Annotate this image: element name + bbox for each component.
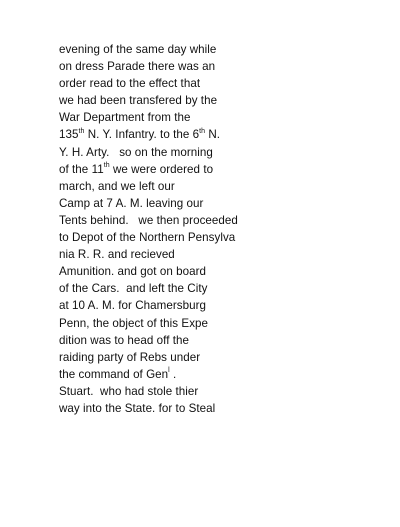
text-segment: raiding party of Rebs under	[59, 350, 201, 364]
text-line	[59, 263, 389, 280]
text-segment: we had been transfered by the	[59, 94, 218, 108]
text-segment: at 10 A. M. for Chamersburg	[59, 299, 206, 313]
text-segment: of the 11	[59, 162, 104, 176]
text-segment: Stuart. who had stole thier	[59, 384, 199, 398]
text-line	[59, 75, 389, 92]
text-segment: N.	[205, 128, 221, 142]
text-segment: the command of Gen	[59, 367, 169, 381]
text-segment: march, and we left our	[59, 179, 175, 193]
text-line	[59, 315, 389, 332]
text-line	[59, 383, 389, 400]
text-line	[59, 58, 389, 75]
text-line	[59, 332, 389, 349]
text-segment: of the Cars. and left the City	[59, 282, 208, 296]
text-segment: nia R. R. and recieved	[59, 248, 175, 262]
text-line	[59, 92, 389, 109]
text-segment: Camp at 7 A. M. leaving our	[59, 196, 204, 210]
text-segment: .	[169, 367, 177, 381]
transcription-text-block	[59, 41, 389, 417]
text-segment: order read to the effect that	[59, 77, 201, 91]
text-segment: 135	[59, 128, 79, 142]
text-line	[59, 229, 389, 246]
text-line	[59, 349, 389, 366]
text-line	[59, 144, 389, 161]
text-line	[59, 195, 389, 212]
text-segment: Y. H. Arty. so on the morning	[59, 145, 213, 159]
text-line	[59, 297, 389, 314]
text-line	[59, 212, 389, 229]
text-line	[59, 161, 389, 178]
text-segment: N. Y. Infantry. to the 6	[84, 128, 200, 142]
text-segment: we were ordered to	[109, 162, 214, 176]
text-line	[59, 41, 389, 58]
text-segment: Amunition. and got on board	[59, 265, 207, 279]
text-line	[59, 280, 389, 297]
text-segment: to Depot of the Northern Pensylva	[59, 231, 236, 245]
text-line	[59, 400, 389, 417]
text-line	[59, 109, 389, 126]
text-segment: evening of the same day while	[59, 43, 217, 56]
text-line	[59, 126, 389, 143]
superscript-text: l	[168, 366, 170, 374]
superscript-text: th	[78, 127, 85, 135]
text-segment: way into the State. for to Steal	[59, 401, 216, 415]
text-segment: on dress Parade there was an	[59, 60, 216, 74]
text-line	[59, 246, 389, 263]
text-segment: Penn, the object of this Expe	[59, 316, 209, 330]
text-segment: War Department from the	[59, 111, 191, 125]
text-line	[59, 366, 389, 383]
text-line	[59, 178, 389, 195]
text-segment: Tents behind. we then proceeded	[59, 213, 238, 227]
superscript-text: th	[199, 127, 206, 135]
superscript-text: th	[103, 161, 110, 169]
text-segment: dition was to head off the	[59, 333, 189, 347]
